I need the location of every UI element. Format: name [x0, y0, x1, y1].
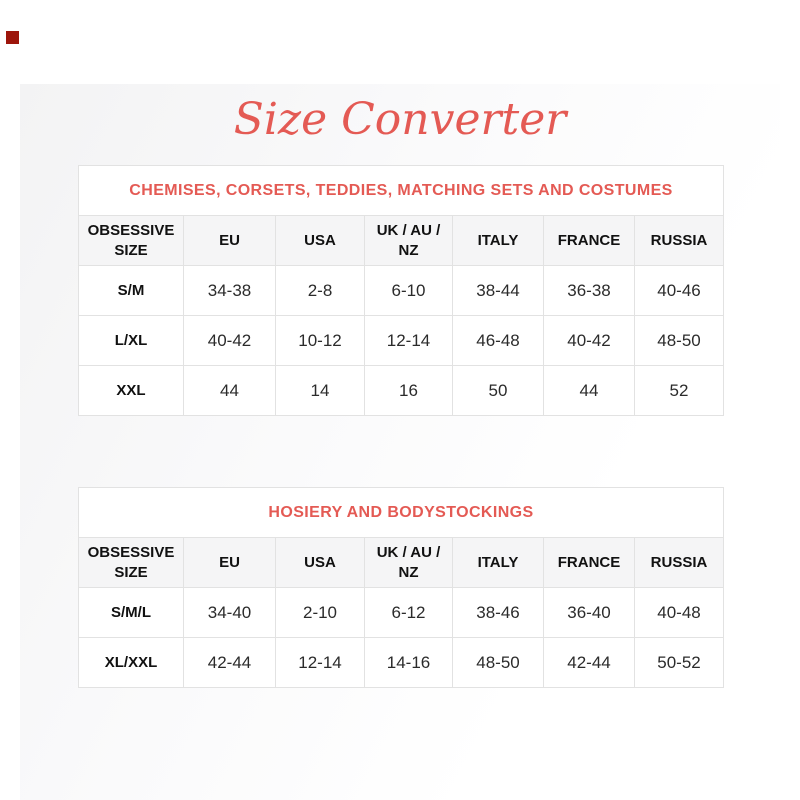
size-cell: 34-40 [184, 588, 276, 638]
size-cell: 36-38 [544, 266, 635, 316]
size-cell: 40-42 [544, 316, 635, 366]
size-cell: 2-10 [276, 588, 365, 638]
size-converter-panel [20, 84, 780, 800]
column-header: USA [276, 538, 365, 588]
row-label: S/M [79, 266, 184, 316]
table-row [79, 316, 724, 366]
column-header: UK / AU / NZ [365, 216, 453, 266]
size-cell: 52 [635, 366, 724, 416]
size-cell: 14 [276, 366, 365, 416]
size-cell: 12-14 [365, 316, 453, 366]
size-cell: 48-50 [635, 316, 724, 366]
size-table-body [79, 488, 724, 688]
row-label: L/XL [79, 316, 184, 366]
size-cell: 50-52 [635, 638, 724, 688]
size-table-hosiery [78, 487, 724, 688]
size-cell: 2-8 [276, 266, 365, 316]
size-cell: 44 [184, 366, 276, 416]
size-cell: 40-46 [635, 266, 724, 316]
table-caption-row [79, 166, 724, 216]
size-cell: 42-44 [184, 638, 276, 688]
page-title: Size Converter [233, 94, 567, 145]
size-cell: 6-12 [365, 588, 453, 638]
size-cell: 16 [365, 366, 453, 416]
size-cell: 10-12 [276, 316, 365, 366]
table-header-row [79, 216, 724, 266]
column-header: USA [276, 216, 365, 266]
column-header: ITALY [453, 216, 544, 266]
column-header: UK / AU / NZ [365, 538, 453, 588]
column-header: ITALY [453, 538, 544, 588]
column-header: FRANCE [544, 538, 635, 588]
table-row [79, 266, 724, 316]
size-cell: 40-48 [635, 588, 724, 638]
size-cell: 40-42 [184, 316, 276, 366]
table-caption: HOSIERY AND BODYSTOCKINGS [79, 488, 724, 538]
size-cell: 6-10 [365, 266, 453, 316]
size-cell: 12-14 [276, 638, 365, 688]
size-table-chemises [78, 165, 724, 416]
column-header: OBSESSIVE SIZE [79, 216, 184, 266]
size-cell: 44 [544, 366, 635, 416]
column-header: RUSSIA [635, 216, 724, 266]
table-row [79, 366, 724, 416]
size-cell: 42-44 [544, 638, 635, 688]
column-header: EU [184, 538, 276, 588]
table-row [79, 638, 724, 688]
size-cell: 38-46 [453, 588, 544, 638]
size-cell: 14-16 [365, 638, 453, 688]
column-header: FRANCE [544, 216, 635, 266]
size-cell: 36-40 [544, 588, 635, 638]
row-label: S/M/L [79, 588, 184, 638]
size-cell: 50 [453, 366, 544, 416]
table-header-row [79, 538, 724, 588]
row-label: XXL [79, 366, 184, 416]
column-header: OBSESSIVE SIZE [79, 538, 184, 588]
size-table-body [79, 166, 724, 416]
table-caption: CHEMISES, CORSETS, TEDDIES, MATCHING SETS AND COSTUMES [79, 166, 724, 216]
corner-mark [6, 31, 19, 44]
size-cell: 46-48 [453, 316, 544, 366]
size-cell: 48-50 [453, 638, 544, 688]
column-header: EU [184, 216, 276, 266]
row-label: XL/XXL [79, 638, 184, 688]
size-cell: 34-38 [184, 266, 276, 316]
column-header: RUSSIA [635, 538, 724, 588]
table-caption-row [79, 488, 724, 538]
size-cell: 38-44 [453, 266, 544, 316]
table-row [79, 588, 724, 638]
